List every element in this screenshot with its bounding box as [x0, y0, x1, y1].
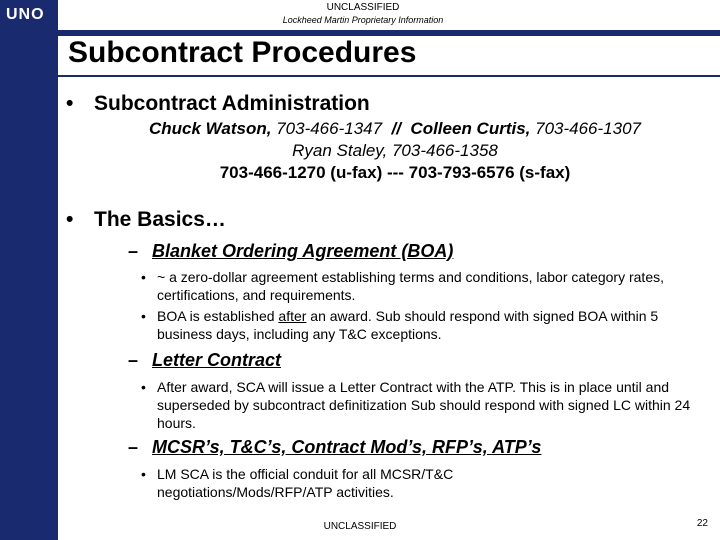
proprietary-label: Lockheed Martin Proprietary Information: [282, 15, 444, 25]
list-item: [137, 268, 697, 304]
dash-icon: –: [128, 437, 139, 457]
dash-icon: –: [128, 241, 139, 261]
uno-logo: UNO: [6, 6, 45, 23]
section-heading: The Basics…: [94, 208, 226, 231]
contact-phone-colleen: 703-466-1307: [530, 119, 641, 138]
list-item-emphasis: after: [278, 308, 307, 324]
bullet-icon: •: [66, 208, 74, 231]
header-classification: [58, 2, 668, 26]
contact-phone-chuck: 703-466-1347: [271, 119, 383, 138]
subheading-boa: [128, 241, 453, 262]
subheading-label: Letter Contract: [152, 350, 282, 370]
title-rule: [58, 75, 720, 77]
dash-icon: –: [128, 350, 139, 370]
list-item: [137, 465, 537, 501]
contact-name-colleen: Colleen Curtis,: [410, 119, 531, 138]
bullet-icon: •: [66, 92, 74, 115]
contact-separator: //: [382, 119, 411, 138]
list-item-text: an award. Sub should respond with signed BOA within 5 business days, including any T&C exceptions.: [157, 308, 659, 342]
list-item: [137, 378, 697, 432]
bullet-icon: •: [141, 466, 146, 482]
section-the-basics: [66, 208, 226, 232]
slide-title: Subcontract Procedures: [68, 36, 417, 69]
list-item-text: BOA is established: [157, 308, 279, 324]
subheading-letter-contract: [128, 350, 281, 371]
list-item-text: After award, SCA will issue a Letter Contract with the ATP. This is in place until and superseded by subcontract definitization Sub should respond with signed LC within 24 hours.: [157, 379, 691, 431]
letter-contract-points: [137, 378, 697, 435]
section-heading: Subcontract Administration: [94, 92, 370, 115]
list-item: [137, 307, 697, 343]
page-number: 22: [696, 518, 708, 529]
left-sidebar-band: [0, 0, 58, 540]
contact-line-1: [100, 118, 690, 140]
list-item-text: ~ a zero-dollar agreement establishing terms and conditions, labor category rates, certifications, and requirements.: [157, 269, 664, 303]
footer-classification: UNCLASSIFIED: [323, 521, 397, 532]
bullet-icon: •: [141, 379, 146, 395]
contact-name-chuck: Chuck Watson,: [149, 119, 272, 138]
section-subcontract-administration: [66, 92, 370, 116]
classification-label: UNCLASSIFIED: [326, 2, 400, 13]
contact-block: [100, 118, 690, 184]
fax-line: 703-466-1270 (u-fax) --- 703-793-6576 (s-fax): [219, 163, 571, 182]
contact-line-2: Ryan Staley, 703-466-1358: [292, 141, 498, 160]
bullet-icon: •: [141, 269, 146, 285]
subheading-label: MCSR’s, T&C’s, Contract Mod’s, RFP’s, ATP’s: [152, 437, 542, 457]
mcsr-points: [137, 465, 537, 504]
list-item-text: LM SCA is the official conduit for all MCSR/T&C negotiations/Mods/RFP/ATP activities.: [157, 466, 454, 500]
boa-points: [137, 268, 697, 346]
bullet-icon: •: [141, 308, 146, 324]
subheading-mcsr: [128, 437, 541, 458]
subheading-label: Blanket Ordering Agreement (BOA): [152, 241, 454, 261]
